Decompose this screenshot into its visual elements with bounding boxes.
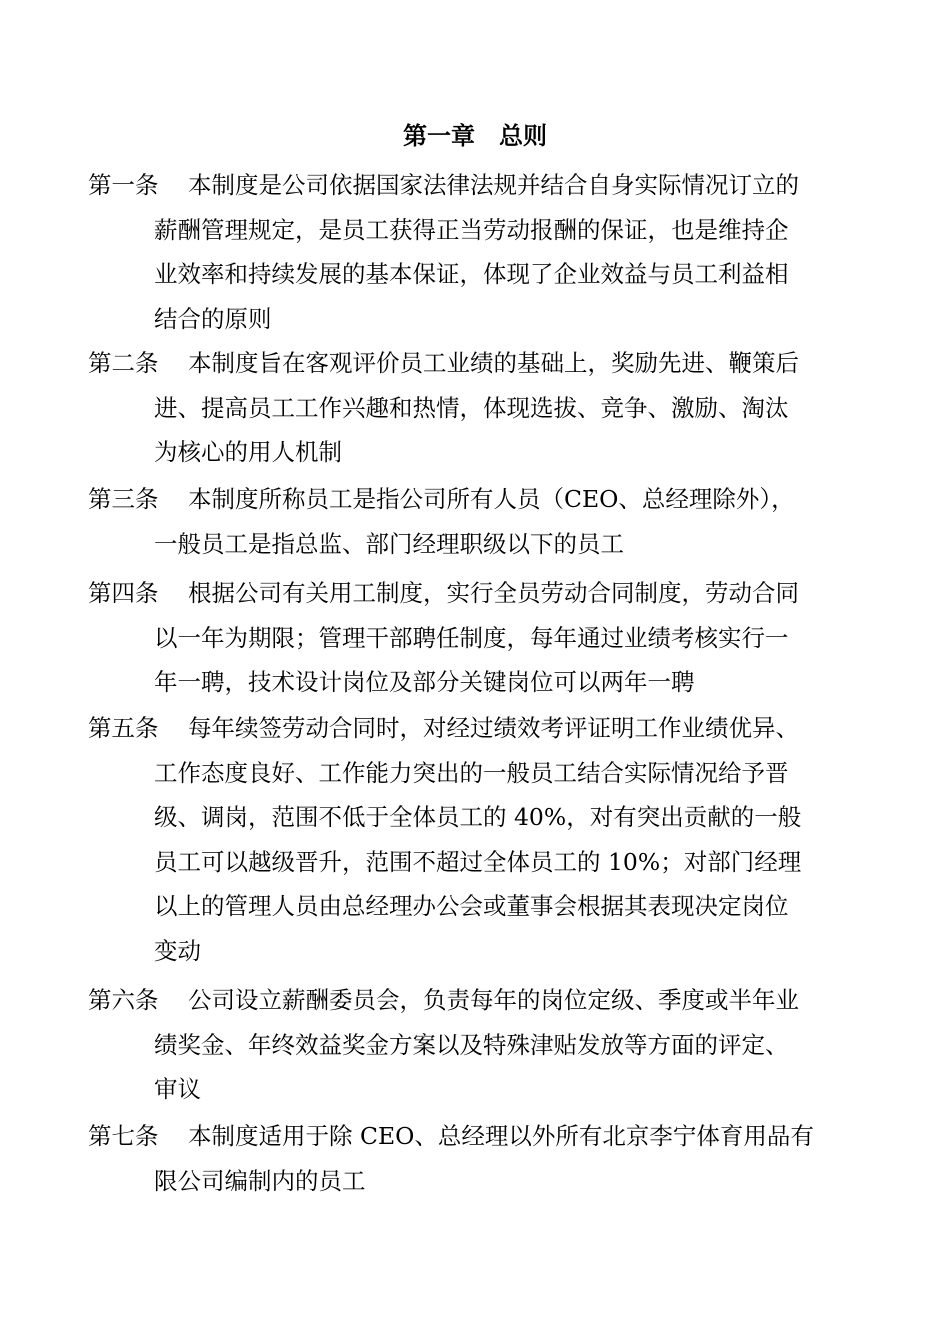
article-text: 变动	[154, 936, 201, 965]
article-text: 绩奖金、年终效益奖金方案以及特殊津贴发放等方面的评定、	[154, 1030, 789, 1059]
article-text: 为核心的用人机制	[154, 438, 342, 466]
article-first-line	[88, 571, 863, 616]
article-3	[88, 477, 863, 566]
article-text: 薪酬管理规定，是员工获得正当劳动报酬的保证，也是维持企	[154, 215, 789, 244]
article-text: 级、调岗，范围不低于全体员工的 40%，对有突出贡献的一般	[154, 803, 802, 831]
article-text: 业效率和持续发展的基本保证，体现了企业效益与员工利益相	[154, 260, 789, 288]
article-text: 年一聘，技术设计岗位及部分关键岗位可以两年一聘	[154, 668, 695, 696]
article-4	[88, 571, 863, 705]
article-label: 第三条	[88, 485, 159, 513]
article-first-line	[88, 1114, 863, 1159]
article-first-line	[88, 477, 863, 522]
article-text: 限公司编制内的员工	[154, 1166, 366, 1195]
article-6	[88, 978, 863, 1112]
article-first-line	[88, 978, 863, 1023]
article-1	[88, 163, 863, 341]
article-text: 工作态度良好、工作能力突出的一般员工结合实际情况给予晋	[154, 758, 789, 787]
article-text: 进、提高员工工作兴趣和热情，体现选拔、竞争、激励、淘汰	[154, 393, 789, 422]
article-text: 结合的原则	[154, 304, 272, 333]
article-label: 第六条	[88, 986, 159, 1014]
article-first-line	[88, 163, 863, 208]
article-text: 以一年为期限；管理干部聘任制度，每年通过业绩考核实行一	[154, 623, 789, 652]
article-first-line	[88, 341, 863, 386]
article-text: 本制度是公司依据国家法律法规并结合自身实际情况订立的	[188, 171, 799, 199]
article-text: 本制度旨在客观评价员工业绩的基础上，奖励先进、鞭策后	[188, 349, 799, 377]
article-label: 第七条	[88, 1122, 159, 1150]
article-label: 第一条	[88, 171, 159, 199]
article-text: 本制度所称员工是指公司所有人员（CEO、总经理除外），	[188, 485, 795, 513]
article-label: 第五条	[88, 714, 159, 742]
article-text: 一般员工是指总监、部门经理职级以下的员工	[154, 529, 624, 558]
article-text: 以上的管理人员由总经理办公会或董事会根据其表现决定岗位	[154, 892, 789, 920]
article-label: 第四条	[88, 579, 159, 607]
article-text: 员工可以越级晋升，范围不超过全体员工的 10%；对部门经理	[154, 847, 802, 876]
article-first-line	[88, 706, 863, 751]
article-text: 每年续签劳动合同时，对经过绩效考评证明工作业绩优异、	[188, 714, 799, 742]
article-text: 审议	[154, 1075, 201, 1103]
article-5	[88, 706, 863, 973]
article-2	[88, 341, 863, 475]
article-label: 第二条	[88, 349, 159, 377]
article-text: 公司设立薪酬委员会，负责每年的岗位定级、季度或半年业	[188, 986, 799, 1014]
article-7	[88, 1114, 863, 1203]
chapter-title: 第一章 总则	[403, 121, 547, 150]
article-text: 根据公司有关用工制度，实行全员劳动合同制度，劳动合同	[188, 579, 799, 607]
article-text: 本制度适用于除 CEO、总经理以外所有北京李宁体育用品有	[188, 1122, 814, 1150]
